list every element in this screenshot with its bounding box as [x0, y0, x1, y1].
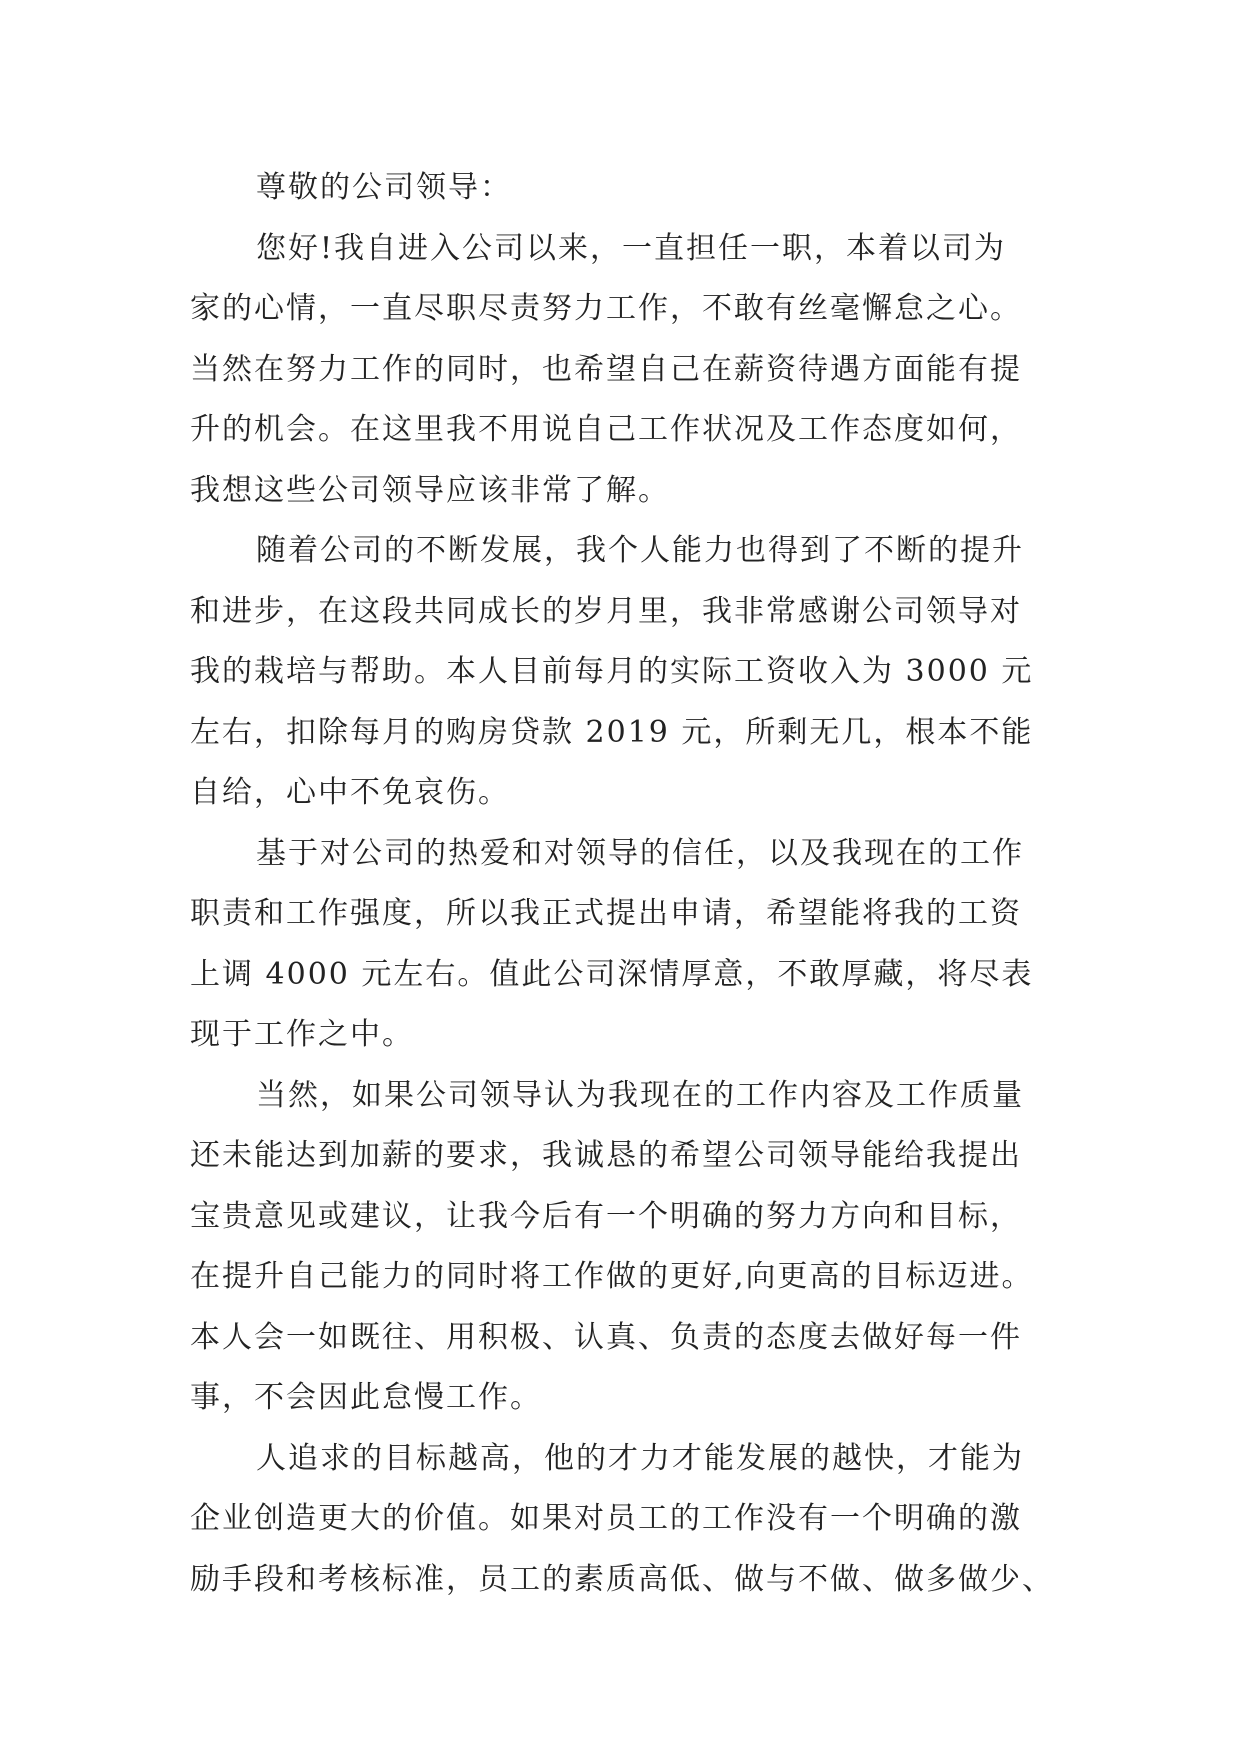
text-line: 基于对公司的热爱和对领导的信任，以及我现在的工作: [256, 835, 1024, 871]
text-line: 和进步，在这段共同成长的岁月里，我非常感谢公司领导对: [190, 593, 1022, 629]
text-line: 人追求的目标越高，他的才力才能发展的越快，才能为: [256, 1440, 1024, 1476]
text-line: 随着公司的不断发展，我个人能力也得到了不断的提升: [256, 533, 1024, 568]
text-line: 现于工作之中。: [190, 1017, 414, 1052]
text-line: 您好!我自进入公司以来，一直担任一职，本着以司为: [256, 230, 1007, 266]
text-line: 励手段和考核标准，员工的素质高低、做与不做、做多做少、: [190, 1561, 1054, 1597]
text-line: 还未能达到加薪的要求，我诚恳的希望公司领导能给我提出: [190, 1138, 1022, 1173]
text-line: 左右，扣除每月的购房贷款 2019 元，所剩无几，根本不能: [190, 714, 1034, 750]
text-line: 当然在努力工作的同时，也希望自己在薪资待遇方面能有提: [190, 351, 1022, 387]
text-line: 我想这些公司领导应该非常了解。: [190, 472, 670, 508]
text-line: 家的心情，一直尽职尽责努力工作，不敢有丝毫懈怠之心。: [190, 291, 1022, 326]
text-line: 当然，如果公司领导认为我现在的工作内容及工作质量: [256, 1077, 1024, 1113]
text-line: 事，不会因此怠慢工作。: [190, 1380, 542, 1415]
text-line: 上调 4000 元左右。值此公司深情厚意，不敢厚藏，将尽表: [190, 956, 1034, 992]
text-line: 职责和工作强度，所以我正式提出申请，希望能将我的工资: [190, 896, 1022, 931]
document-body: [190, 158, 1070, 1610]
text-line: 宝贵意见或建议，让我今后有一个明确的努力方向和目标，: [190, 1198, 1022, 1234]
text-line: 本人会一如既往、用积极、认真、负责的态度去做好每一件: [190, 1319, 1022, 1355]
salutation-line: 尊敬的公司领导：: [256, 170, 512, 205]
text-line: 自给，心中不免哀伤。: [190, 775, 510, 810]
text-line: 我的栽培与帮助。本人目前每月的实际工资收入为 3000 元: [190, 654, 1034, 689]
text-line: 在提升自己能力的同时将工作做的更好,向更高的目标迈进。: [190, 1259, 1034, 1294]
text-line: 企业创造更大的价值。如果对员工的工作没有一个明确的激: [190, 1501, 1022, 1536]
text-line: 升的机会。在这里我不用说自己工作状况及工作态度如何，: [190, 412, 1022, 447]
